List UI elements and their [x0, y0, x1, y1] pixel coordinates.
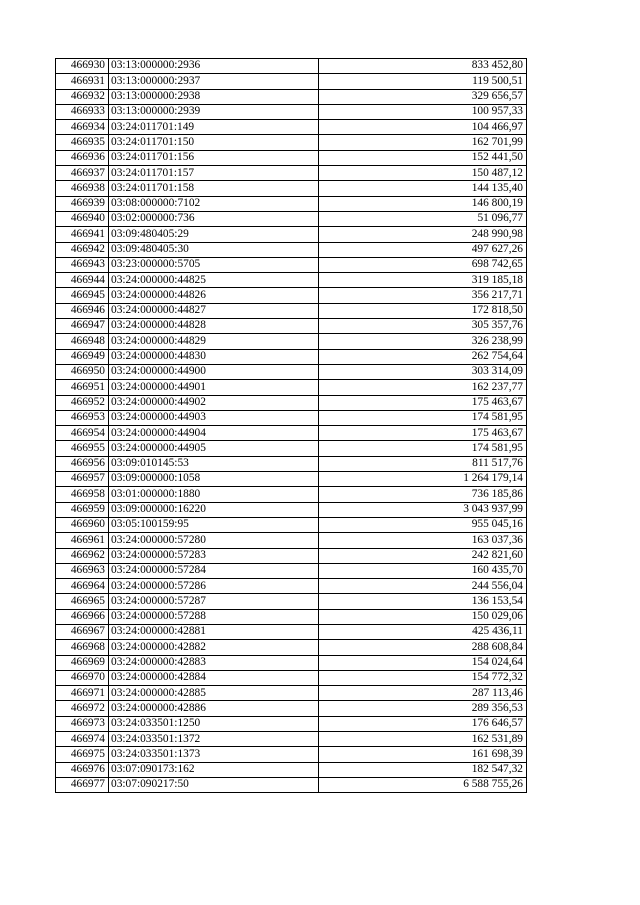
- cadastral-value-cell: 144 135,40: [319, 181, 527, 196]
- row-index-cell: 466940: [56, 211, 109, 226]
- cadastral-value-cell: 425 436,11: [319, 624, 527, 639]
- cadastral-value-cell: 150 029,06: [319, 609, 527, 624]
- row-index-cell: 466956: [56, 456, 109, 471]
- row-index-cell: 466967: [56, 624, 109, 639]
- row-index-cell: 466938: [56, 181, 109, 196]
- cadastral-value-cell: 154 024,64: [319, 655, 527, 670]
- table-row: [56, 579, 527, 594]
- row-index-cell: 466934: [56, 120, 109, 135]
- table-body: [56, 59, 527, 793]
- cadastral-number-cell: 03:24:000000:42885: [109, 686, 319, 701]
- cadastral-number-cell: 03:24:000000:44905: [109, 441, 319, 456]
- table-row: [56, 640, 527, 655]
- cadastral-value-cell: 811 517,76: [319, 456, 527, 471]
- row-index-cell: 466948: [56, 334, 109, 349]
- cadastral-value-cell: 3 043 937,99: [319, 502, 527, 517]
- table-row: [56, 380, 527, 395]
- row-index-cell: 466975: [56, 747, 109, 762]
- table-row: [56, 288, 527, 303]
- row-index-cell: 466950: [56, 364, 109, 379]
- table-row: [56, 686, 527, 701]
- row-index-cell: 466944: [56, 273, 109, 288]
- table-row: [56, 59, 527, 74]
- cadastral-value-cell: 162 531,89: [319, 732, 527, 747]
- cadastral-number-cell: 03:09:010145:53: [109, 456, 319, 471]
- cadastral-number-cell: 03:24:011701:149: [109, 120, 319, 135]
- cadastral-value-cell: 162 237,77: [319, 380, 527, 395]
- cadastral-number-cell: 03:01:000000:1880: [109, 487, 319, 502]
- table-row: [56, 135, 527, 150]
- cadastral-value-cell: 100 957,33: [319, 104, 527, 119]
- cadastral-value-cell: 51 096,77: [319, 211, 527, 226]
- cadastral-number-cell: 03:09:480405:30: [109, 242, 319, 257]
- table-row: [56, 762, 527, 777]
- row-index-cell: 466969: [56, 655, 109, 670]
- cadastral-value-cell: 6 588 755,26: [319, 777, 527, 792]
- cadastral-number-cell: 03:08:000000:7102: [109, 196, 319, 211]
- cadastral-value-cell: 356 217,71: [319, 288, 527, 303]
- cadastral-number-cell: 03:07:090217:50: [109, 777, 319, 792]
- cadastral-number-cell: 03:24:000000:42881: [109, 624, 319, 639]
- table-row: [56, 349, 527, 364]
- cadastral-value-table: [55, 58, 527, 793]
- table-row: [56, 104, 527, 119]
- row-index-cell: 466973: [56, 716, 109, 731]
- cadastral-number-cell: 03:24:000000:44825: [109, 273, 319, 288]
- cadastral-value-cell: 289 356,53: [319, 701, 527, 716]
- row-index-cell: 466936: [56, 150, 109, 165]
- row-index-cell: 466947: [56, 319, 109, 334]
- table-row: [56, 74, 527, 89]
- table-row: [56, 150, 527, 165]
- cadastral-number-cell: 03:24:000000:44830: [109, 349, 319, 364]
- cadastral-number-cell: 03:24:000000:42883: [109, 655, 319, 670]
- cadastral-value-cell: 242 821,60: [319, 548, 527, 563]
- cadastral-number-cell: 03:24:000000:44901: [109, 380, 319, 395]
- table-row: [56, 257, 527, 272]
- cadastral-value-cell: 154 772,32: [319, 670, 527, 685]
- cadastral-number-cell: 03:24:011701:150: [109, 135, 319, 150]
- table-row: [56, 716, 527, 731]
- cadastral-number-cell: 03:13:000000:2937: [109, 74, 319, 89]
- cadastral-value-cell: 176 646,57: [319, 716, 527, 731]
- row-index-cell: 466937: [56, 166, 109, 181]
- table-row: [56, 395, 527, 410]
- cadastral-value-cell: 833 452,80: [319, 59, 527, 74]
- cadastral-number-cell: 03:24:011701:157: [109, 166, 319, 181]
- row-index-cell: 466971: [56, 686, 109, 701]
- cadastral-value-cell: 244 556,04: [319, 579, 527, 594]
- cadastral-number-cell: 03:13:000000:2938: [109, 89, 319, 104]
- table-row: [56, 624, 527, 639]
- row-index-cell: 466962: [56, 548, 109, 563]
- cadastral-value-cell: 163 037,36: [319, 533, 527, 548]
- table-row: [56, 701, 527, 716]
- cadastral-value-cell: 175 463,67: [319, 395, 527, 410]
- row-index-cell: 466941: [56, 227, 109, 242]
- cadastral-value-cell: 136 153,54: [319, 594, 527, 609]
- cadastral-number-cell: 03:09:480405:29: [109, 227, 319, 242]
- row-index-cell: 466951: [56, 380, 109, 395]
- cadastral-value-cell: 104 466,97: [319, 120, 527, 135]
- cadastral-number-cell: 03:05:100159:95: [109, 517, 319, 532]
- row-index-cell: 466943: [56, 257, 109, 272]
- row-index-cell: 466931: [56, 74, 109, 89]
- table-row: [56, 609, 527, 624]
- table-row: [56, 196, 527, 211]
- row-index-cell: 466935: [56, 135, 109, 150]
- cadastral-value-cell: 497 627,26: [319, 242, 527, 257]
- row-index-cell: 466965: [56, 594, 109, 609]
- cadastral-number-cell: 03:23:000000:5705: [109, 257, 319, 272]
- table-row: [56, 166, 527, 181]
- row-index-cell: 466952: [56, 395, 109, 410]
- table-row: [56, 181, 527, 196]
- cadastral-number-cell: 03:24:033501:1372: [109, 732, 319, 747]
- row-index-cell: 466972: [56, 701, 109, 716]
- table-row: [56, 227, 527, 242]
- row-index-cell: 466930: [56, 59, 109, 74]
- cadastral-number-cell: 03:09:000000:1058: [109, 472, 319, 487]
- table-row: [56, 273, 527, 288]
- cadastral-number-cell: 03:24:000000:44828: [109, 319, 319, 334]
- cadastral-number-cell: 03:24:000000:42884: [109, 670, 319, 685]
- row-index-cell: 466953: [56, 410, 109, 425]
- table-row: [56, 594, 527, 609]
- table-row: [56, 487, 527, 502]
- cadastral-value-cell: 955 045,16: [319, 517, 527, 532]
- table-row: [56, 655, 527, 670]
- table-row: [56, 426, 527, 441]
- row-index-cell: 466942: [56, 242, 109, 257]
- cadastral-value-cell: 182 547,32: [319, 762, 527, 777]
- cadastral-value-cell: 736 185,86: [319, 487, 527, 502]
- cadastral-value-cell: 319 185,18: [319, 273, 527, 288]
- cadastral-number-cell: 03:24:000000:57280: [109, 533, 319, 548]
- cadastral-number-cell: 03:24:000000:44902: [109, 395, 319, 410]
- row-index-cell: 466959: [56, 502, 109, 517]
- cadastral-number-cell: 03:24:000000:42886: [109, 701, 319, 716]
- cadastral-number-cell: 03:24:000000:57284: [109, 563, 319, 578]
- table-row: [56, 364, 527, 379]
- cadastral-number-cell: 03:24:000000:57286: [109, 579, 319, 594]
- cadastral-value-cell: 150 487,12: [319, 166, 527, 181]
- cadastral-number-cell: 03:13:000000:2936: [109, 59, 319, 74]
- table-row: [56, 303, 527, 318]
- row-index-cell: 466957: [56, 472, 109, 487]
- cadastral-number-cell: 03:24:011701:158: [109, 181, 319, 196]
- cadastral-number-cell: 03:24:000000:44903: [109, 410, 319, 425]
- cadastral-value-cell: 152 441,50: [319, 150, 527, 165]
- row-index-cell: 466976: [56, 762, 109, 777]
- row-index-cell: 466970: [56, 670, 109, 685]
- table-row: [56, 732, 527, 747]
- cadastral-number-cell: 03:24:011701:156: [109, 150, 319, 165]
- cadastral-value-cell: 161 698,39: [319, 747, 527, 762]
- cadastral-value-cell: 287 113,46: [319, 686, 527, 701]
- row-index-cell: 466954: [56, 426, 109, 441]
- table-row: [56, 120, 527, 135]
- cadastral-number-cell: 03:13:000000:2939: [109, 104, 319, 119]
- table-row: [56, 319, 527, 334]
- row-index-cell: 466946: [56, 303, 109, 318]
- table-row: [56, 777, 527, 792]
- table-row: [56, 211, 527, 226]
- row-index-cell: 466974: [56, 732, 109, 747]
- row-index-cell: 466945: [56, 288, 109, 303]
- cadastral-number-cell: 03:24:000000:44829: [109, 334, 319, 349]
- table-row: [56, 89, 527, 104]
- row-index-cell: 466933: [56, 104, 109, 119]
- cadastral-value-cell: 288 608,84: [319, 640, 527, 655]
- cadastral-number-cell: 03:24:000000:44900: [109, 364, 319, 379]
- table-row: [56, 548, 527, 563]
- cadastral-number-cell: 03:09:000000:16220: [109, 502, 319, 517]
- row-index-cell: 466966: [56, 609, 109, 624]
- cadastral-value-cell: 305 357,76: [319, 319, 527, 334]
- cadastral-number-cell: 03:24:033501:1250: [109, 716, 319, 731]
- cadastral-value-cell: 119 500,51: [319, 74, 527, 89]
- cadastral-value-cell: 172 818,50: [319, 303, 527, 318]
- table-row: [56, 747, 527, 762]
- cadastral-number-cell: 03:24:000000:57287: [109, 594, 319, 609]
- table-row: [56, 517, 527, 532]
- cadastral-value-cell: 326 238,99: [319, 334, 527, 349]
- table-row: [56, 410, 527, 425]
- table-row: [56, 441, 527, 456]
- table-row: [56, 334, 527, 349]
- table-row: [56, 533, 527, 548]
- table-row: [56, 456, 527, 471]
- cadastral-number-cell: 03:24:000000:57288: [109, 609, 319, 624]
- row-index-cell: 466958: [56, 487, 109, 502]
- cadastral-number-cell: 03:02:000000:736: [109, 211, 319, 226]
- cadastral-value-cell: 262 754,64: [319, 349, 527, 364]
- cadastral-value-cell: 175 463,67: [319, 426, 527, 441]
- cadastral-number-cell: 03:24:033501:1373: [109, 747, 319, 762]
- cadastral-number-cell: 03:07:090173:162: [109, 762, 319, 777]
- row-index-cell: 466949: [56, 349, 109, 364]
- table-row: [56, 563, 527, 578]
- table-row: [56, 242, 527, 257]
- row-index-cell: 466939: [56, 196, 109, 211]
- row-index-cell: 466964: [56, 579, 109, 594]
- row-index-cell: 466955: [56, 441, 109, 456]
- cadastral-number-cell: 03:24:000000:44904: [109, 426, 319, 441]
- cadastral-value-cell: 248 990,98: [319, 227, 527, 242]
- cadastral-value-cell: 1 264 179,14: [319, 472, 527, 487]
- table-row: [56, 670, 527, 685]
- table-row: [56, 502, 527, 517]
- cadastral-value-cell: 303 314,09: [319, 364, 527, 379]
- row-index-cell: 466932: [56, 89, 109, 104]
- cadastral-number-cell: 03:24:000000:57283: [109, 548, 319, 563]
- row-index-cell: 466977: [56, 777, 109, 792]
- cadastral-value-cell: 146 800,19: [319, 196, 527, 211]
- cadastral-number-cell: 03:24:000000:44826: [109, 288, 319, 303]
- cadastral-value-cell: 174 581,95: [319, 441, 527, 456]
- cadastral-number-cell: 03:24:000000:42882: [109, 640, 319, 655]
- cadastral-value-cell: 174 581,95: [319, 410, 527, 425]
- cadastral-value-cell: 160 435,70: [319, 563, 527, 578]
- row-index-cell: 466963: [56, 563, 109, 578]
- cadastral-number-cell: 03:24:000000:44827: [109, 303, 319, 318]
- row-index-cell: 466960: [56, 517, 109, 532]
- row-index-cell: 466961: [56, 533, 109, 548]
- table-row: [56, 472, 527, 487]
- cadastral-value-cell: 329 656,57: [319, 89, 527, 104]
- cadastral-value-cell: 698 742,65: [319, 257, 527, 272]
- cadastral-value-cell: 162 701,99: [319, 135, 527, 150]
- row-index-cell: 466968: [56, 640, 109, 655]
